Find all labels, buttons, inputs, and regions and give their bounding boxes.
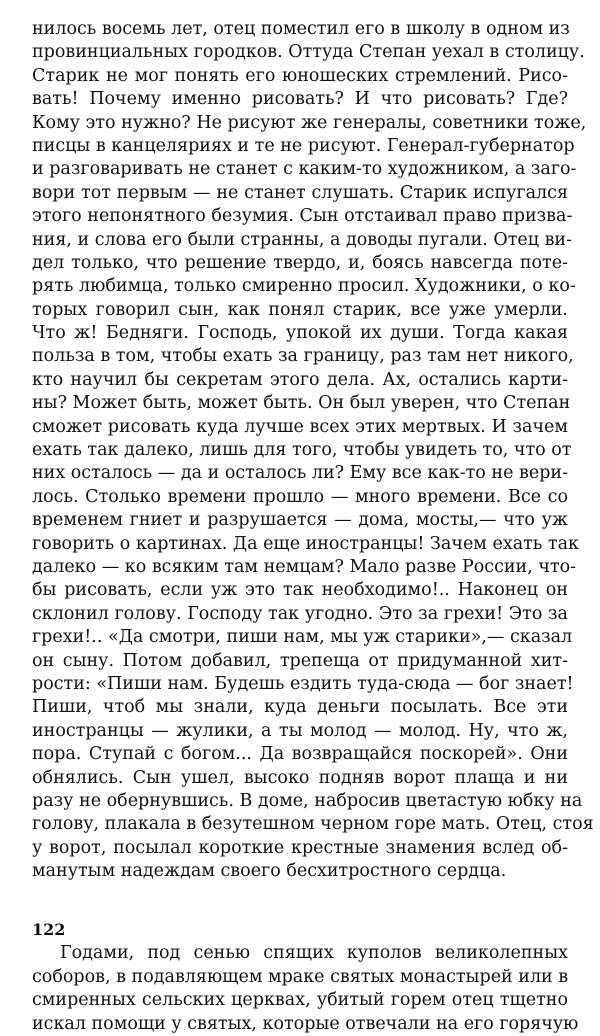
paragraph-gap xyxy=(32,883,568,942)
paragraph-2 xyxy=(32,942,579,1036)
text-line: грехи!.. «Да смотри, пиши нам, мы уж старики»,— сказал xyxy=(32,627,573,648)
page-number: 122 xyxy=(32,920,66,939)
text-line: Старик не мог понять его юношеских стремлений. Рисо- xyxy=(32,65,568,86)
text-line: разу не обернувшись. В доме, набросив цветастую юбку на xyxy=(32,790,583,811)
text-line: дел только, что решение твердо, и, боясь навсегда поте- xyxy=(32,252,568,273)
text-line: польза в том, чтобы ехать за границу, раз там нет никого, xyxy=(32,346,574,367)
text-line: Годами, под сенью спящих куполов великолепных xyxy=(60,943,568,964)
text-line: писцы в канцеляриях и те не рисуют. Генерал-губернатор xyxy=(32,135,575,156)
text-line: нилось восемь лет, отец поместил его в школу в одном из xyxy=(32,19,570,39)
text-line: далеко — ко всяким там немцам? Мало разве России, что- xyxy=(32,556,577,577)
book-page xyxy=(32,18,594,1036)
text-line: рять любимца, только смиренно просил. Художники, о ко- xyxy=(32,276,576,297)
text-line: пора. Ступай с богом... Да возвращайся поскорей». Они xyxy=(32,744,568,765)
text-line: искал помощи у святых, которые отвечали на его горячую xyxy=(32,1013,579,1034)
text-line: Что ж! Бедняги. Господь, упокой их души. Тогда какая xyxy=(32,323,568,344)
paragraph-1 xyxy=(32,18,594,883)
text-line: голову, плакала в безутешном черном горе мать. Отец, стоя xyxy=(32,814,594,835)
text-line: Пиши, чтоб мы знали, куда деньги посылать. Все эти xyxy=(32,697,568,718)
text-line: и разговаривать не станет с каким-то художником, а заго- xyxy=(32,159,577,180)
text-line: временем гниет и разрушается — дома, мосты,— что уж xyxy=(32,510,568,531)
text-line: вори тот первым — не станет слушать. Старик испугался xyxy=(32,182,568,203)
text-line: склонил голову. Господу так угодно. Это за грехи! Это за xyxy=(32,603,568,624)
text-line: обнялись. Сын ушел, высоко подняв ворот плаща и ни xyxy=(32,767,568,788)
text-line: манутым надеждам своего бесхитростного сердца. xyxy=(32,861,507,882)
text-line: ехать так далеко, лишь для того, чтобы увидеть то, что от xyxy=(32,440,572,461)
text-line: них осталось — да и осталось ли? Ему все как-то не вери- xyxy=(32,463,568,484)
text-line: кто научил бы секретам этого дела. Ах, остались карти- xyxy=(32,369,568,390)
text-line: смиренных сельских церквах, убитый горем отец тщетно xyxy=(32,990,568,1011)
text-line: Кому это нужно? Не рисуют же генералы, советники тоже, xyxy=(32,112,587,133)
text-line: у ворот, посылал короткие крестные знамения вслед об- xyxy=(32,837,568,858)
text-line: торых говорил сын, как понял старик, все уже умерли. xyxy=(32,299,568,320)
text-line: рости: «Пиши нам. Будешь ездить туда-сюда — бог знает! xyxy=(32,673,574,694)
text-line: иностранцы — жулики, а ты молод — молод. Ну, что ж, xyxy=(32,720,568,741)
text-line: он сыну. Потом добавил, трепеща от придуманной хит- xyxy=(32,650,568,671)
text-line: ния, и слова его были странны, а доводы пугали. Отец ви- xyxy=(32,229,573,250)
text-line: бы рисовать, если уж это так необходимо!.. Наконец он xyxy=(32,580,568,601)
text-line: провинциальных городков. Оттуда Степан уехал в столицу. xyxy=(32,42,585,63)
text-line: этого непонятного безумия. Сын отстаивал право призва- xyxy=(32,206,573,227)
text-line: лось. Столько времени прошло — много времени. Все со xyxy=(32,486,568,507)
text-line: говорить о картинах. Да еще иностранцы! Зачем ехать так xyxy=(32,533,579,554)
text-line: соборов, в подавляющем мраке святых монастырей или в xyxy=(32,966,569,987)
text-line: сможет рисовать куда лучше всех этих мертвых. И зачем xyxy=(32,416,568,437)
text-line: вать! Почему именно рисовать? И что рисовать? Где? xyxy=(32,89,568,110)
text-line: ны? Может быть, может быть. Он был уверен, что Степан xyxy=(32,393,571,414)
